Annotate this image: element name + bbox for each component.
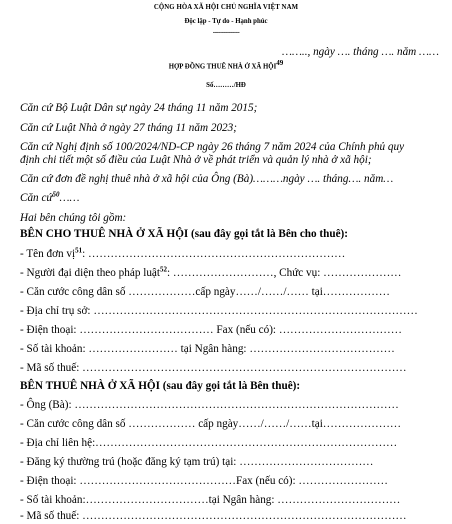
blank-dots: : …………………………………………………………… (82, 248, 346, 260)
nation-title: CỘNG HÒA XÃ HỘI CHỦ NGHĨA VIỆT NAM (153, 4, 299, 11)
date-line: …….., ngày …. tháng …. năm …… (282, 46, 439, 58)
blank-dots: : ………………………, Chức vụ: ………………… (166, 267, 402, 279)
lessee-field: - Điện thoại: ……………………………………Fax (nếu có): …………………… (20, 475, 388, 487)
lessee-field: - Mã số thuế: …………………………………………………………………………… (20, 510, 407, 522)
footnote-ref: 52 (159, 265, 167, 274)
contract-title-text: HỢP ĐỒNG THUÊ NHÀ Ở XÃ HỘI (168, 63, 277, 71)
footnote-ref: 50 (52, 190, 60, 199)
parties-intro: Hai bên chúng tôi gồm: (20, 212, 127, 224)
lessor-heading: BÊN CHO THUÊ NHÀ Ở XÃ HỘI (sau đây gọi tắt là Bên cho thuê): (20, 228, 348, 240)
legal-basis: Căn cứ Bộ Luật Dân sự ngày 24 tháng 11 năm 2015; (20, 102, 258, 114)
motto: Độc lập - Tự do - Hạnh phúc (184, 18, 268, 25)
legal-basis: Căn cứ Luật Nhà ở ngày 27 tháng 11 năm 2023; (20, 122, 237, 134)
legal-basis (20, 192, 79, 205)
lessee-field: - Đăng ký thường trú (hoặc đăng ký tạm trú) tại: ……………………………… (20, 456, 374, 468)
lessee-field: - Căn cước công dân số ……………… cấp ngày……/……/……tại………………… (20, 418, 402, 430)
blank-dots: …… (59, 192, 80, 204)
field-label: - Tên đơn vị (20, 248, 76, 260)
footnote-ref: 51 (75, 246, 83, 255)
lessee-field: - Số tài khoản:……………………………tại Ngân hàng: …………………………… (20, 494, 401, 506)
lessor-field: - Số tài khoản: …………………… tại Ngân hàng: ………………………………… (20, 343, 395, 355)
lessor-field: - Địa chỉ trụ sở: …………………………………………………………………………… (20, 305, 418, 317)
lessee-heading: BÊN THUÊ NHÀ Ở XÃ HỘI (sau đây gọi tắt là Bên thuê): (20, 380, 301, 392)
lessee-field: - Ông (Bà): …………………………………………………………………………… (20, 399, 399, 411)
field-label: - Người đại diện theo pháp luật (20, 267, 160, 279)
lessor-field (20, 248, 345, 261)
contract-number: Số………/HĐ (206, 82, 246, 89)
lessee-field: - Địa chỉ liên hệ:……………………………………………………………………… (20, 437, 398, 449)
header-divider: --------------- (212, 29, 240, 36)
lessor-field: - Căn cước công dân số ………………cấp ngày……/……/…… tại……………… (20, 286, 390, 298)
legal-basis-text: Căn cứ (20, 192, 53, 204)
contract-title (0, 59, 452, 71)
lessor-field: - Mã số thuế: …………………………………………………………………………… (20, 362, 407, 374)
legal-basis: Căn cứ Nghị định số 100/2024/ND-CP ngày 26 tháng 7 năm 2024 của Chính phủ quy (20, 141, 405, 153)
footnote-ref: 49 (276, 59, 284, 67)
lessor-field: - Điện thoại: ……………………………… Fax (nếu có): …………………………… (20, 324, 402, 336)
lessor-field (20, 267, 401, 280)
legal-basis: định chi tiết một số điều của Luật Nhà ở về phát triển và quản lý nhà ở xã hội; (20, 154, 372, 166)
legal-basis: Căn cứ đơn đề nghị thuê nhà ở xã hội của Ông (Bà)………ngày …. tháng…. năm… (20, 173, 394, 185)
